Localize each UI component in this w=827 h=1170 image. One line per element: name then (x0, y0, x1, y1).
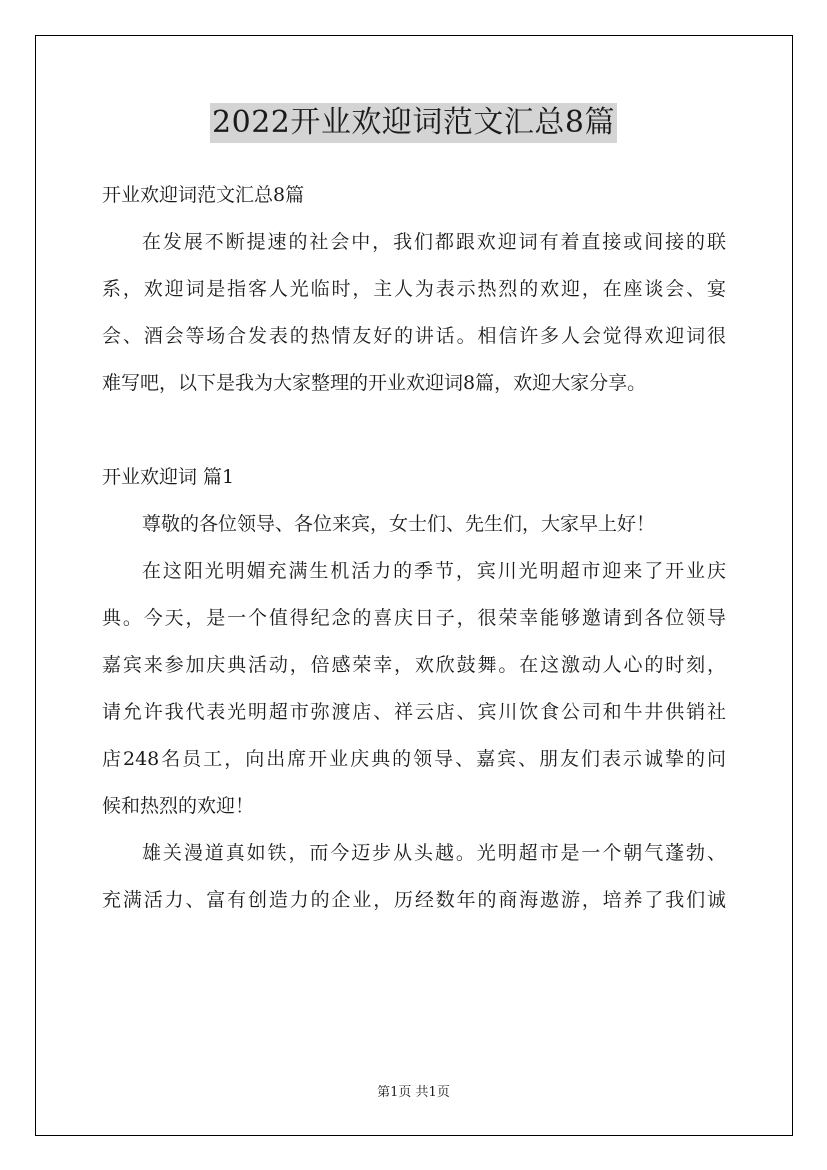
paragraph-line: 候和热烈的欢迎！ (102, 795, 255, 817)
document-title: 2022开业欢迎词范文汇总8篇 (210, 103, 617, 143)
intro-line: 系，欢迎词是指客人光临时，主人为表示热烈的欢迎，在座谈会、宴 (102, 278, 726, 300)
blank-line (102, 407, 726, 454)
paragraph-line: 店248名员工，向出席开业庆典的领导、嘉宾、朋友们表示诚挚的问 (102, 748, 726, 770)
paragraph-line: 充满活力、富有创造力的企业，历经数年的商海遨游，培养了我们诚 (102, 889, 726, 911)
paragraph-line: 请允许我代表光明超市弥渡店、祥云店、宾川饮食公司和牛井供销社 (102, 701, 726, 723)
intro-line: 会、酒会等场合发表的热情友好的讲话。相信许多人会觉得欢迎词很 (102, 325, 726, 347)
section-heading: 开业欢迎词 篇1 (102, 466, 235, 488)
paragraph-line: 雄关漫道真如铁，而今迈步从头越。光明超市是一个朝气蓬勃、 (142, 842, 726, 864)
document-body (102, 172, 726, 924)
paragraph-line: 典。今天，是一个值得纪念的喜庆日子，很荣幸能够邀请到各位领导 (102, 607, 726, 629)
greeting-line: 尊敬的各位领导、各位来宾，女士们、先生们，大家早上好！ (142, 513, 656, 535)
title-area (0, 103, 827, 143)
intro-line: 难写吧，以下是我为大家整理的开业欢迎词8篇，欢迎大家分享。 (102, 372, 647, 394)
subtitle: 开业欢迎词范文汇总8篇 (102, 184, 305, 206)
paragraph-line: 在这阳光明媚充满生机活力的季节，宾川光明超市迎来了开业庆 (142, 560, 726, 582)
paragraph-line: 嘉宾来参加庆典活动，倍感荣幸，欢欣鼓舞。在这激动人心的时刻， (102, 654, 726, 676)
intro-line: 在发展不断提速的社会中，我们都跟欢迎词有着直接或间接的联 (142, 231, 726, 253)
page-footer: 第1页 共1页 (377, 1085, 450, 1100)
